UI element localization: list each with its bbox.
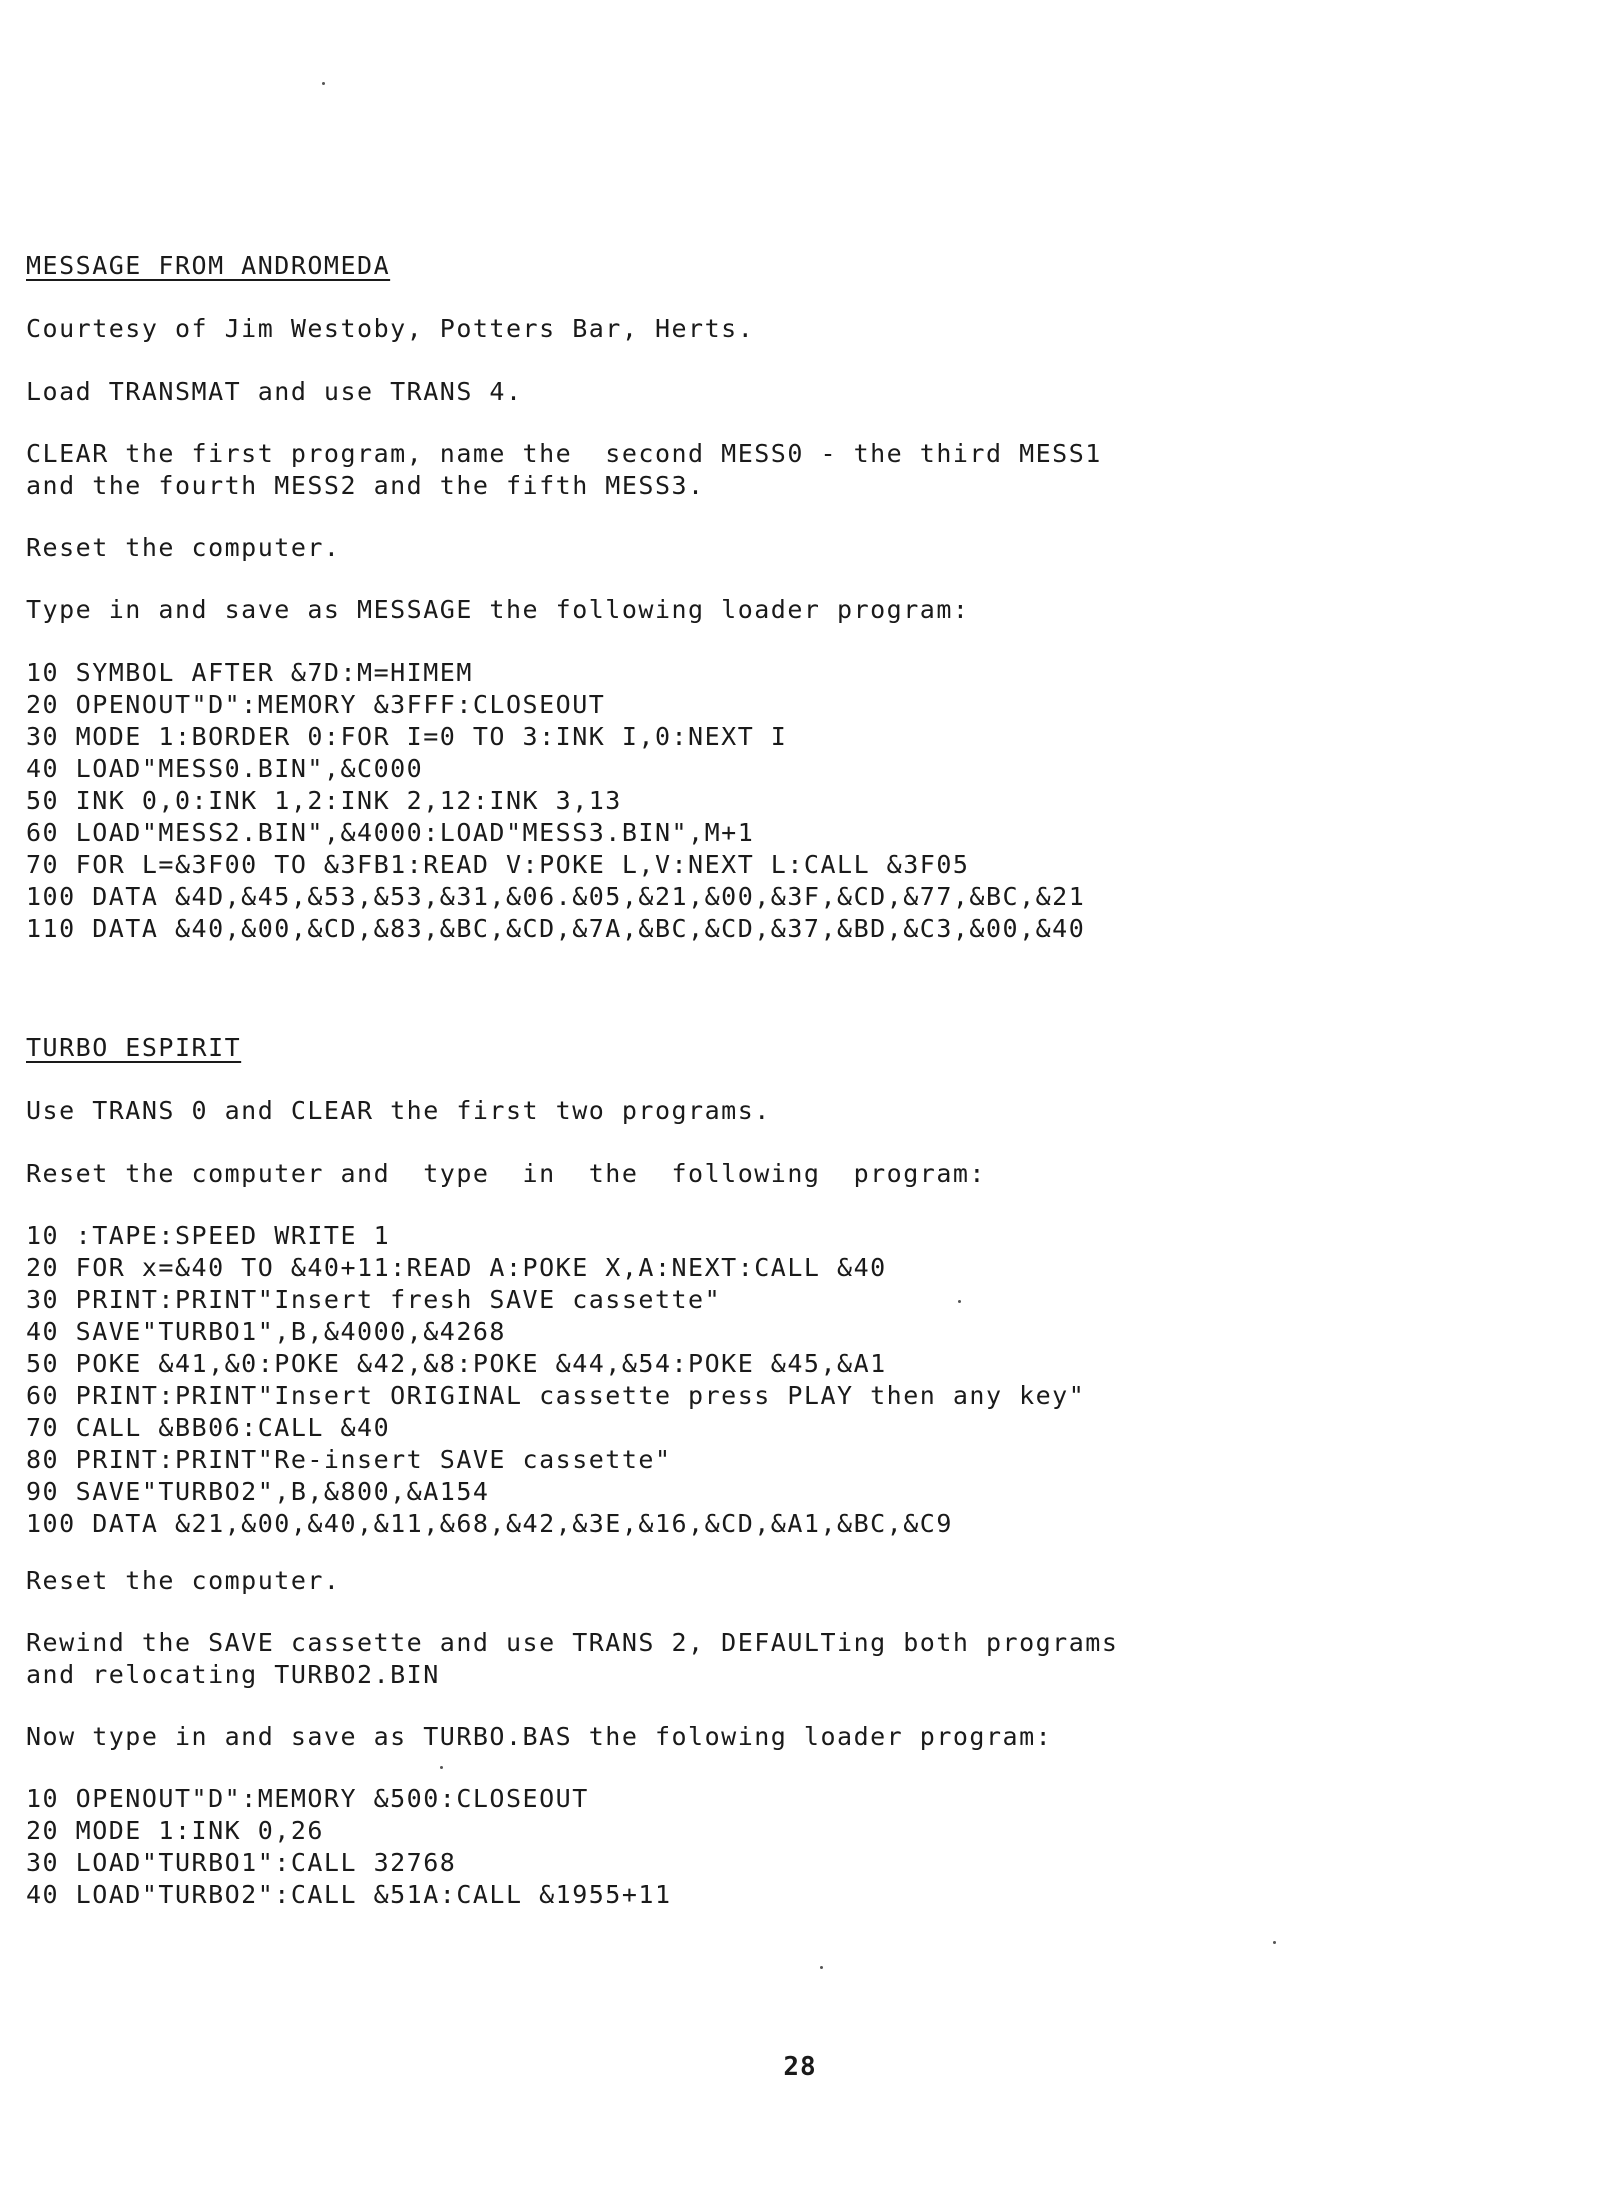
paragraph: Reset the computer and type in the following program: [26,1159,986,1188]
clear-instruction [26,438,1566,502]
reset-instruction-2 [26,1565,1566,1597]
paragraph: Use TRANS 0 and CLEAR the first two programs. [26,1096,771,1125]
code-line: 70 CALL &BB06:CALL &40 [26,1413,391,1442]
code-line: 40 LOAD"TURBO2":CALL &51A:CALL &1955+11 [26,1880,672,1909]
code-listing-turbo-loader [26,1783,1566,1911]
paragraph: Load TRANSMAT and use TRANS 4. [26,377,523,406]
use-trans-instruction [26,1095,1566,1127]
load-instruction [26,376,1566,408]
reset-instruction [26,532,1566,564]
paragraph: Reset the computer. [26,533,341,562]
code-line: 80 PRINT:PRINT"Re-insert SAVE cassette" [26,1445,672,1474]
section-turbo-espirit [26,1032,1566,1064]
code-line: 40 LOAD"MESS0.BIN",&C000 [26,754,424,783]
code-line: 60 PRINT:PRINT"Insert ORIGINAL cassette press PLAY then any key" [26,1381,1086,1410]
code-line: 20 MODE 1:INK 0,26 [26,1816,324,1845]
scan-speck [1273,1941,1276,1944]
code-line: 60 LOAD"MESS2.BIN",&4000:LOAD"MESS3.BIN",M+1 [26,818,755,847]
code-line: 70 FOR L=&3F00 TO &3FB1:READ V:POKE L,V:NEXT L:CALL &3F05 [26,850,970,879]
code-listing-turbo-save [26,1220,1566,1540]
code-line: 100 DATA &21,&00,&40,&11,&68,&42,&3E,&16,&CD,&A1,&BC,&C9 [26,1509,953,1538]
scan-speck [322,82,325,85]
paragraph-line: Rewind the SAVE cassette and use TRANS 2, DEFAULTing both programs [26,1628,1119,1657]
code-line: 10 :TAPE:SPEED WRITE 1 [26,1221,391,1250]
code-line: 100 DATA &4D,&45,&53,&53,&31,&06.&05,&21,&00,&3F,&CD,&77,&BC,&21 [26,882,1086,911]
code-line: 10 SYMBOL AFTER &7D:M=HIMEM [26,658,473,687]
code-line: 30 PRINT:PRINT"Insert fresh SAVE cassette" [26,1285,722,1314]
code-line: 20 FOR x=&40 TO &40+11:READ A:POKE X,A:NEXT:CALL &40 [26,1253,887,1282]
reset-type-instruction [26,1158,1566,1190]
code-listing-message [26,657,1566,945]
code-line: 90 SAVE"TURBO2",B,&800,&A154 [26,1477,490,1506]
code-line: 50 INK 0,0:INK 1,2:INK 2,12:INK 3,13 [26,786,622,815]
code-line: 30 LOAD"TURBO1":CALL 32768 [26,1848,457,1877]
page-number: 28 [783,2052,817,2082]
scan-speck [440,1766,443,1769]
code-line: 10 OPENOUT"D":MEMORY &500:CLOSEOUT [26,1784,589,1813]
paragraph-line: CLEAR the first program, name the second MESS0 - the third MESS1 [26,439,1102,468]
section-title: MESSAGE FROM ANDROMEDA [26,251,391,280]
section-title: TURBO ESPIRIT [26,1033,242,1062]
code-line: 20 OPENOUT"D":MEMORY &3FFF:CLOSEOUT [26,690,606,719]
scan-speck [820,1966,823,1969]
type-in-instruction [26,594,1566,626]
paragraph: Reset the computer. [26,1566,341,1595]
paragraph: Type in and save as MESSAGE the following loader program: [26,595,970,624]
code-line: 110 DATA &40,&00,&CD,&83,&BC,&CD,&7A,&BC,&CD,&37,&BD,&C3,&00,&40 [26,914,1086,943]
paragraph: Now type in and save as TURBO.BAS the folowing loader program: [26,1722,1053,1751]
code-line: 40 SAVE"TURBO1",B,&4000,&4268 [26,1317,506,1346]
courtesy-line [26,313,1566,345]
code-line: 30 MODE 1:BORDER 0:FOR I=0 TO 3:INK I,0:NEXT I [26,722,788,751]
now-type-instruction [26,1721,1566,1753]
paragraph: Courtesy of Jim Westoby, Potters Bar, Herts. [26,314,755,343]
rewind-instruction [26,1627,1566,1691]
section-message-from-andromeda [26,250,1566,282]
code-line: 50 POKE &41,&0:POKE &42,&8:POKE &44,&54:POKE &45,&A1 [26,1349,887,1378]
paragraph-line: and relocating TURBO2.BIN [26,1660,440,1689]
paragraph-line: and the fourth MESS2 and the fifth MESS3. [26,471,705,500]
